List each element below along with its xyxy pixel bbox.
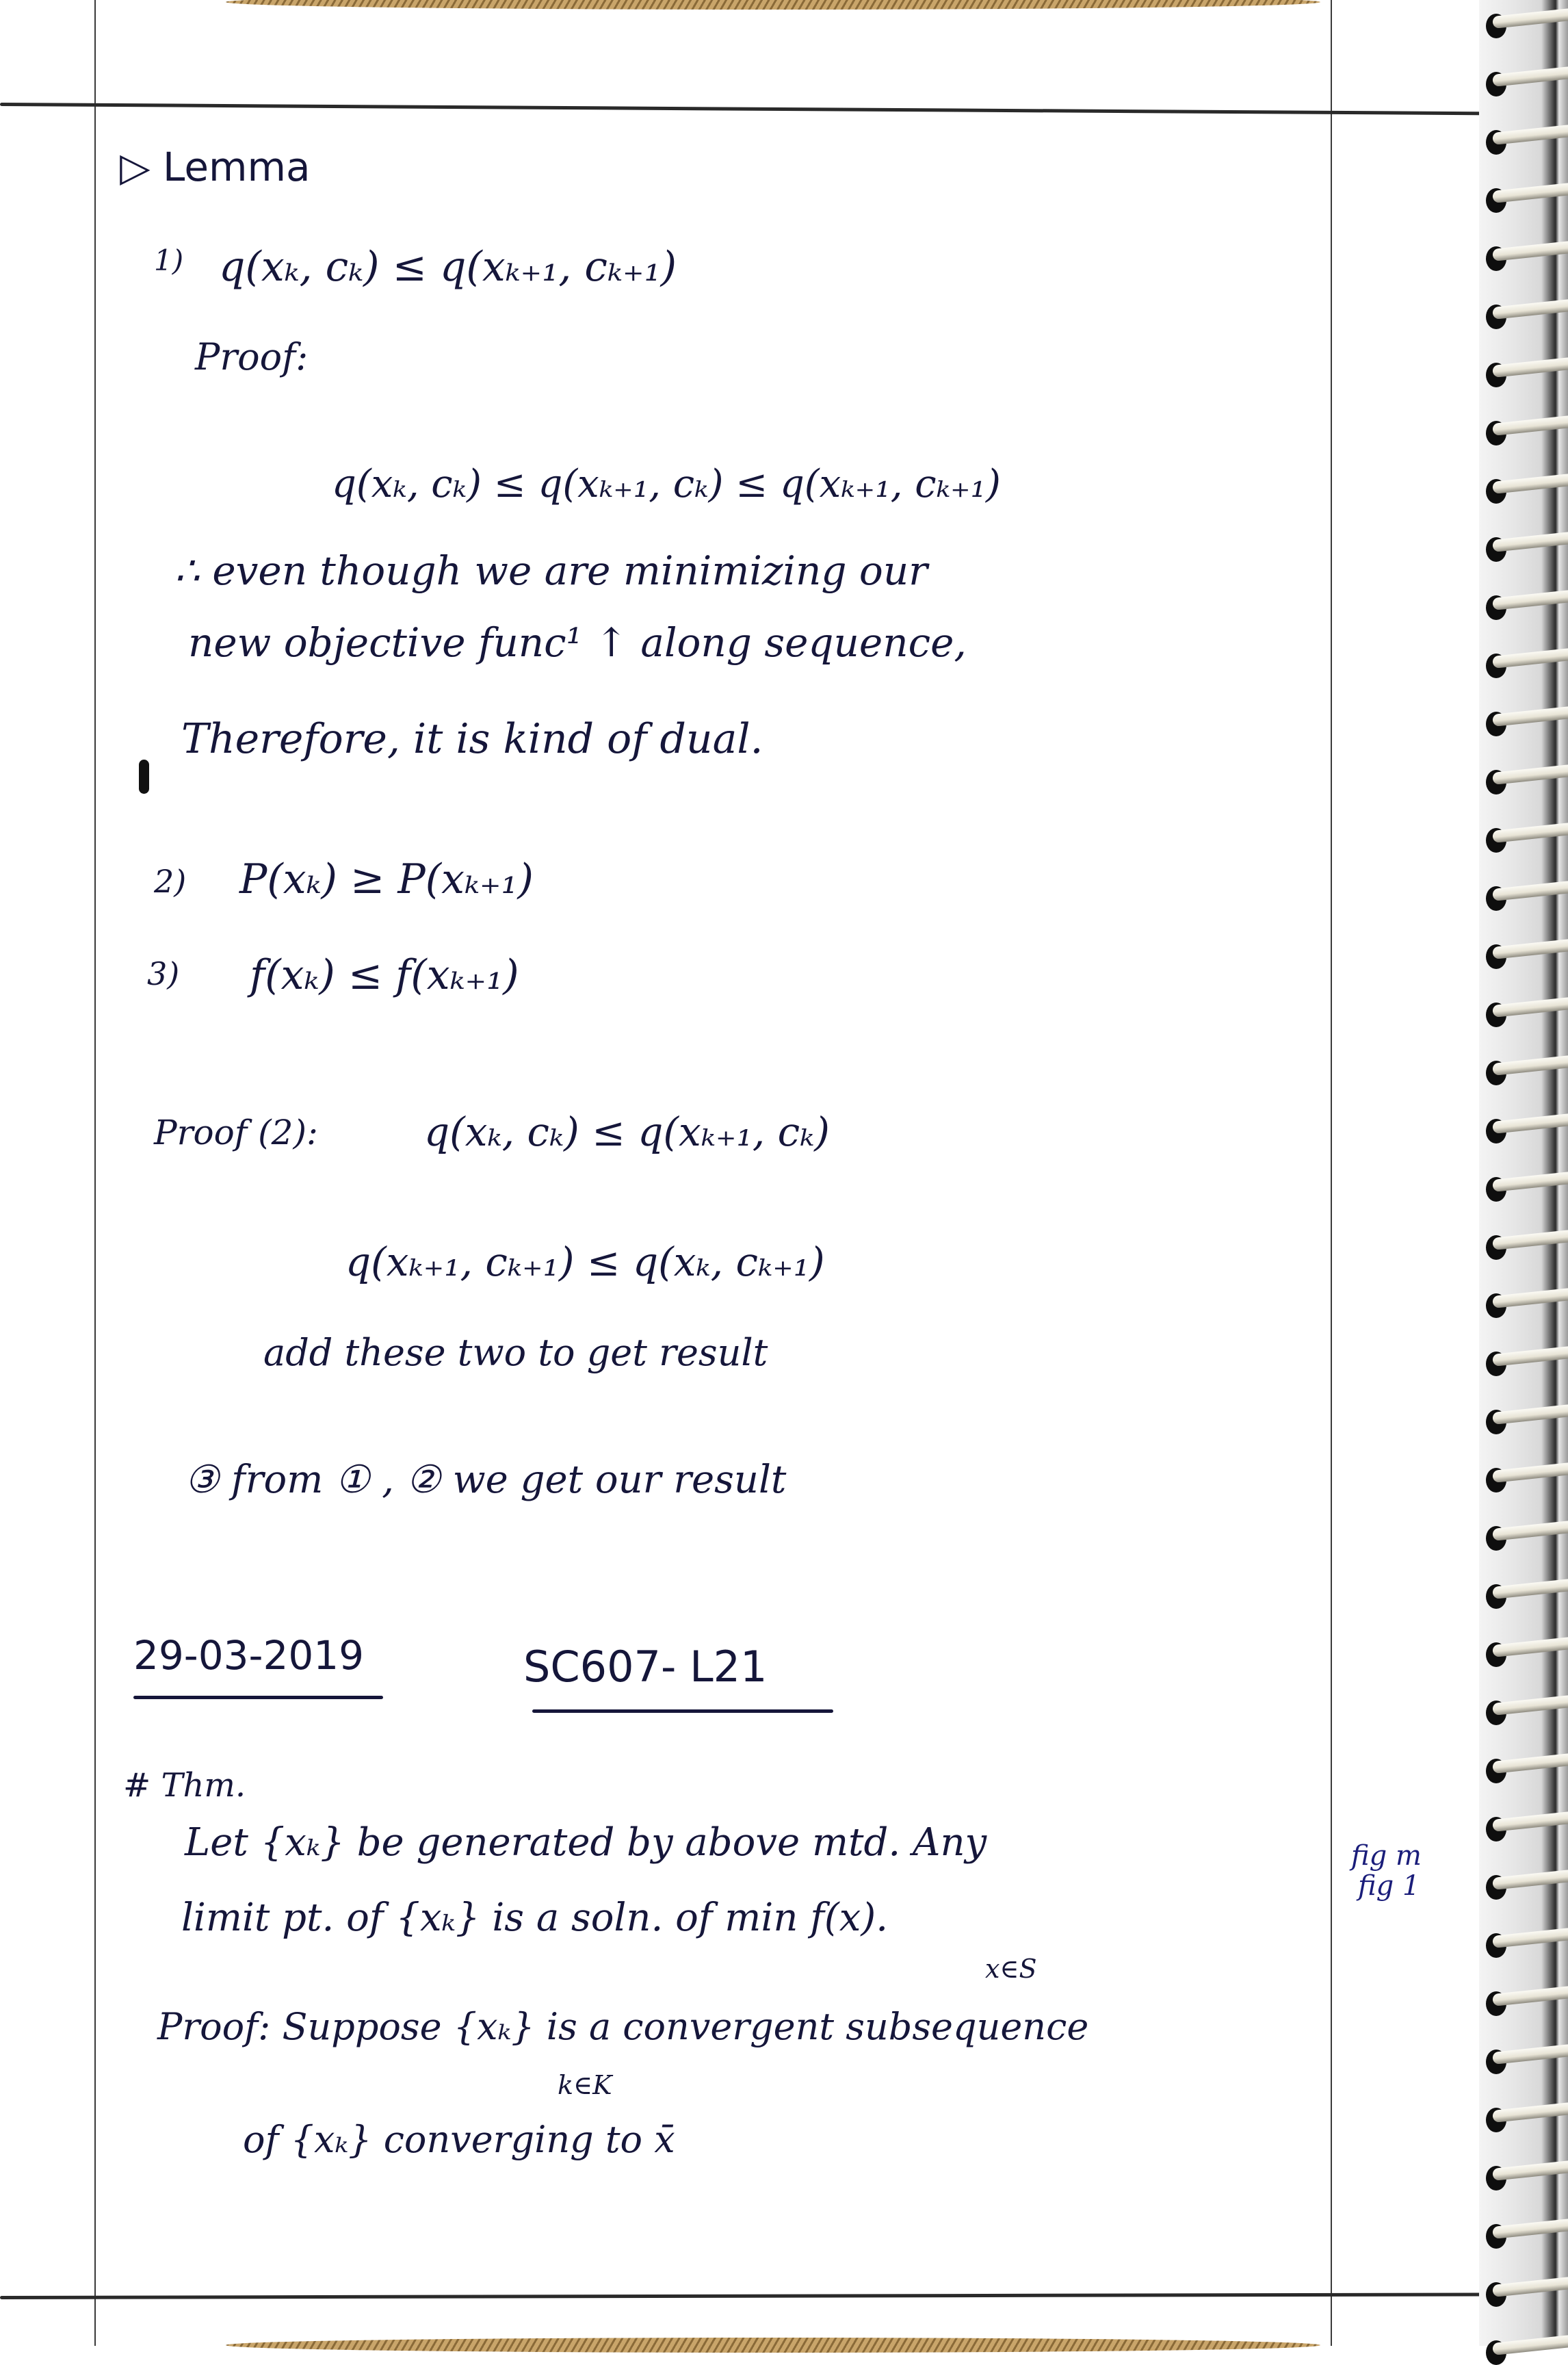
spiral-ring: [1485, 14, 1568, 33]
lemma-item2-number: 2): [154, 863, 187, 900]
lecture-date: 29-03-2019: [133, 1632, 365, 1679]
ring-wire: [1492, 1870, 1568, 1890]
lemma-item3-statement: f(xₖ) ≤ f(xₖ₊₁): [250, 951, 519, 999]
spiral-ring: [1485, 246, 1568, 266]
ring-wire: [1492, 357, 1568, 378]
ring-wire: [1492, 2160, 1568, 2181]
left-margin-line: [94, 0, 96, 2346]
subsequence-index-subscript: k∈K: [558, 2070, 612, 2100]
spiral-ring: [1485, 537, 1568, 556]
spiral-ring: [1485, 1468, 1568, 1487]
spiral-ring: [1485, 595, 1568, 615]
ring-wire: [1492, 1986, 1568, 2006]
spiral-ring: [1485, 1235, 1568, 1254]
theorem-line-2: limit pt. of {xₖ} is a soln. of min f(x).: [181, 1896, 888, 1940]
spiral-ring: [1485, 770, 1568, 789]
spiral-ring: [1485, 712, 1568, 731]
lemma-item1-number: 1): [154, 244, 184, 277]
bottom-rule-line: [0, 2292, 1498, 2299]
spiral-ring: [1485, 1526, 1568, 1545]
proof2-line-1: q(xₖ, cₖ) ≤ q(xₖ₊₁, cₖ): [424, 1109, 830, 1155]
ring-wire: [1492, 881, 1568, 901]
proof-chain-inequality: q(xₖ, cₖ) ≤ q(xₖ₊₁, cₖ) ≤ q(xₖ₊₁, cₖ₊₁): [332, 462, 1001, 506]
spiral-ring: [1485, 886, 1568, 905]
ring-wire: [1492, 1521, 1568, 1541]
lemma-item2-statement: P(xₖ) ≥ P(xₖ₊₁): [239, 855, 534, 903]
spiral-ring: [1485, 479, 1568, 498]
ring-wire: [1492, 8, 1568, 29]
ring-wire: [1492, 1346, 1568, 1367]
ring-wire: [1492, 125, 1568, 145]
spiral-ring: [1485, 828, 1568, 847]
proof3-statement: ③ from ① , ② we get our result: [185, 1458, 787, 1502]
spiral-ring: [1485, 2050, 1568, 2069]
right-margin-line: [1331, 0, 1332, 2346]
ring-wire: [1492, 2044, 1568, 2065]
theorem-min-subscript: x∈S: [985, 1954, 1037, 1984]
theorem-line-1: Let {xₖ} be generated by above mtd. Any: [185, 1820, 987, 1865]
theorem-proof-line-1: Proof: Suppose {xₖ} is a convergent subsequence: [157, 2005, 1089, 2048]
ring-wire: [1492, 1462, 1568, 1483]
lemma-item1-statement: q(xₖ, cₖ) ≤ q(xₖ₊₁, cₖ₊₁): [219, 243, 677, 291]
ring-wire: [1492, 648, 1568, 669]
ring-wire: [1492, 183, 1568, 203]
margin-note: [1351, 1841, 1422, 1901]
spiral-ring: [1485, 1584, 1568, 1603]
spiral-ring: [1485, 1119, 1568, 1138]
lemma-item3-number: 3): [147, 955, 180, 992]
proof2-conclusion: add these two to get result: [263, 1331, 768, 1374]
spiral-ring: [1485, 1933, 1568, 1952]
spiral-ring: [1485, 305, 1568, 324]
ring-wire: [1492, 2277, 1568, 2297]
ring-wire: [1492, 590, 1568, 610]
spiral-ring: [1485, 188, 1568, 207]
ring-wire: [1492, 706, 1568, 727]
spiral-ring: [1485, 1817, 1568, 1836]
theorem-proof-line-2: of {xₖ} converging to x̄: [243, 2118, 675, 2161]
ring-wire: [1492, 1579, 1568, 1599]
ring-wire: [1492, 1695, 1568, 1716]
spiral-binding: [1479, 0, 1568, 2346]
spiral-ring: [1485, 363, 1568, 382]
ring-wire: [1492, 532, 1568, 552]
spiral-ring: [1485, 944, 1568, 964]
spiral-ring: [1485, 1701, 1568, 1720]
ring-wire: [1492, 299, 1568, 320]
ring-wire: [1492, 1753, 1568, 1774]
ring-wire: [1492, 1055, 1568, 1076]
spiral-ring: [1485, 1642, 1568, 1662]
ring-wire: [1492, 415, 1568, 436]
date-underline: [133, 1696, 383, 1699]
ring-wire: [1492, 939, 1568, 959]
remark-line-1: ∴ even though we are minimizing our: [174, 547, 928, 594]
lemma-heading: ▷ Lemma: [120, 144, 311, 190]
remark-line-3: Therefore, it is kind of dual.: [181, 715, 763, 763]
spiral-ring: [1485, 421, 1568, 440]
ring-wire: [1492, 66, 1568, 87]
theorem-heading: # Thm.: [123, 1766, 246, 1805]
ring-wire: [1492, 1172, 1568, 1192]
ring-wire: [1492, 823, 1568, 843]
spiral-ring: [1485, 72, 1568, 91]
spiral-ring: [1485, 2108, 1568, 2127]
spiral-ring: [1485, 1003, 1568, 1022]
spiral-ring: [1485, 1177, 1568, 1196]
margin-note-line-2: fig 1: [1358, 1870, 1420, 1902]
ring-wire: [1492, 1113, 1568, 1134]
margin-note-line-1: fig m: [1351, 1840, 1422, 1872]
spiral-ring: [1485, 654, 1568, 673]
spiral-ring: [1485, 2282, 1568, 2301]
ring-wire: [1492, 1637, 1568, 1657]
ring-wire: [1492, 1811, 1568, 1832]
lecture-course-code: SC607- L21: [523, 1642, 768, 1692]
ring-wire: [1492, 2335, 1568, 2355]
top-rule-line: [0, 103, 1498, 115]
ring-wire: [1492, 2219, 1568, 2239]
page-stack-edge-top: [226, 0, 1320, 10]
proof2-line-2: q(xₖ₊₁, cₖ₊₁) ≤ q(xₖ, cₖ₊₁): [345, 1239, 825, 1285]
spiral-ring: [1485, 2166, 1568, 2185]
ink-blot-mark: [139, 760, 149, 794]
spiral-ring: [1485, 1991, 1568, 2011]
proof2-label: Proof (2):: [154, 1113, 318, 1152]
ring-wire: [1492, 997, 1568, 1018]
remark-line-2: new objective func¹ ↑ along sequence,: [188, 619, 967, 666]
ring-wire: [1492, 1230, 1568, 1250]
spiral-ring: [1485, 1875, 1568, 1894]
spiral-ring: [1485, 2340, 1568, 2360]
spiral-ring: [1485, 130, 1568, 149]
spiral-ring: [1485, 1352, 1568, 1371]
ring-wire: [1492, 1404, 1568, 1425]
ring-wire: [1492, 474, 1568, 494]
spiral-ring: [1485, 2224, 1568, 2243]
ring-wire: [1492, 2102, 1568, 2123]
spiral-ring: [1485, 1410, 1568, 1429]
ring-wire: [1492, 1288, 1568, 1308]
course-underline: [532, 1709, 833, 1713]
spiral-ring: [1485, 1061, 1568, 1080]
ring-wire: [1492, 241, 1568, 261]
ring-wire: [1492, 764, 1568, 785]
proof-label: Proof:: [195, 335, 309, 378]
spiral-ring: [1485, 1293, 1568, 1313]
page-stack-edge-bottom: [226, 2338, 1320, 2353]
ring-wire: [1492, 1928, 1568, 1948]
spiral-ring: [1485, 1759, 1568, 1778]
